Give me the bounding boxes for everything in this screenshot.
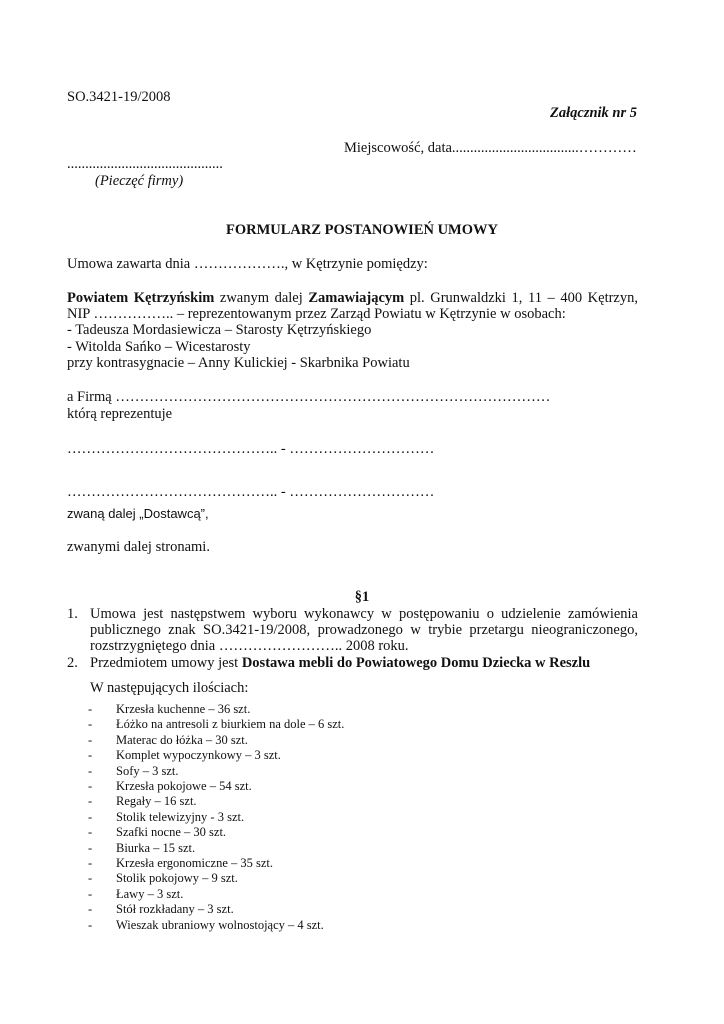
reference-number: SO.3421-19/2008 [67, 89, 171, 105]
paragraph-2-text [90, 655, 590, 672]
list-item [88, 779, 344, 794]
list-item-text: Ławy – 3 szt. [116, 886, 184, 901]
bullet-dash: - [88, 886, 93, 901]
list-item-text: Sofy – 3 szt. [116, 763, 179, 778]
list-item-text: Stolik telewizyjny - 3 szt. [116, 809, 245, 824]
list-item-text: Regały – 16 szt. [116, 794, 197, 809]
list-item [88, 887, 344, 902]
party2-represented-by: którą reprezentuje [67, 406, 173, 422]
list-item-text: Krzesła ergonomiczne – 35 szt. [116, 856, 274, 871]
list-item [88, 794, 344, 809]
list-item-text: Wieszak ubraniowy wolnostojący – 4 szt. [116, 917, 324, 932]
contract-intro: Umowa zawarta dnia ………………., w Kętrzynie pomiędzy: [67, 256, 428, 272]
list-item-text: Krzesła pokojowe – 54 szt. [116, 779, 252, 794]
list-item-text: Szafki nocne – 30 szt. [116, 825, 227, 840]
party2-firm-line: a Firmą ……………………………………………………………………………… [67, 389, 551, 405]
bullet-dash: - [88, 732, 93, 747]
list-item [88, 825, 344, 840]
bullet-dash: - [88, 871, 93, 886]
paragraph-2-number: 2. [67, 655, 78, 671]
list-item-text: Materac do łóżka – 30 szt. [116, 732, 248, 747]
paragraph-1-line-1: Umowa jest następstwem wyboru wykonawcy w postępowaniu o udzielenie zamówienia [90, 606, 638, 622]
bullet-dash: - [88, 763, 93, 778]
stamp-line: ........................................... [67, 156, 223, 172]
party1-name: Powiatem Kętrzyńskim [67, 290, 215, 306]
list-item [88, 748, 344, 763]
paragraph-1-line-3: rozstrzygniętego dnia …………………….. 2008 roku. [90, 638, 409, 654]
list-item-text: Łóżko na antresoli z biurkiem na dole – 6 szt. [116, 717, 345, 732]
bullet-dash: - [88, 825, 93, 840]
list-item [88, 810, 344, 825]
party1-address: pl. Grunwaldzki 1, 11 – 400 Kętrzyn, [404, 290, 638, 306]
paragraph-1-line-2: publicznego znak SO.3421-19/2008, prowadzonego w trybie przetargu nieograniczonego, [90, 622, 638, 638]
bullet-dash: - [88, 856, 93, 871]
list-item-text: Stolik pokojowy – 9 szt. [116, 871, 238, 886]
stamp-label: (Pieczęć firmy) [95, 173, 184, 189]
parties-called: zwanymi dalej stronami. [67, 539, 210, 555]
party1-representative-2: - Witolda Sańko – Wicestarosty [67, 339, 251, 355]
list-item [88, 918, 344, 933]
party1-countersign: przy kontrasygnacie – Anny Kulickiej - Skarbnika Powiatu [67, 355, 410, 371]
party2-rep-line-2: …………………………………….. - ………………………… [67, 484, 435, 500]
place-date-field: Miejscowość, data...................................………… [344, 140, 637, 156]
party1-role: Zamawiającym [308, 290, 405, 306]
list-item-text: Komplet wypoczynkowy – 3 szt. [116, 748, 281, 763]
bullet-dash: - [88, 702, 93, 716]
section-heading: §1 [354, 589, 370, 605]
paragraph-1-number: 1. [67, 606, 78, 622]
paragraph-2-lead: Przedmiotem umowy jest [90, 655, 242, 671]
attachment-label: Załącznik nr 5 [550, 105, 638, 121]
list-item [88, 871, 344, 886]
bullet-dash: - [88, 917, 93, 932]
party2-called: zwaną dalej „Dostawcą”, [67, 506, 209, 521]
party2-rep-line-1: …………………………………….. - ………………………… [67, 441, 435, 457]
party1-representative-1: - Tadeusza Mordasiewicza – Starosty Kętrzyńskiego [67, 322, 372, 338]
list-item-text: Stół rozkładany – 3 szt. [116, 902, 234, 917]
list-item [88, 841, 344, 856]
bullet-dash: - [88, 902, 93, 917]
bullet-dash: - [88, 779, 93, 794]
party1-nip-line: NIP …………….. – reprezentowanym przez Zarząd Powiatu w Kętrzynie w osobach: [67, 306, 566, 322]
list-item [88, 733, 344, 748]
bullet-dash: - [88, 748, 93, 763]
paragraph-2-subject: Dostawa mebli do Powiatowego Domu Dziecka w Reszlu [241, 655, 591, 671]
items-list [88, 702, 344, 933]
list-item [88, 702, 344, 717]
party1-called: zwanym dalej [214, 290, 309, 306]
party1-line1 [67, 290, 638, 307]
bullet-dash: - [88, 717, 93, 732]
list-item-text: Biurka – 15 szt. [116, 840, 196, 855]
list-item-text: Krzesła kuchenne – 36 szt. [116, 702, 251, 716]
list-item [88, 856, 344, 871]
quantities-intro: W następujących ilościach: [90, 680, 249, 696]
list-item [88, 764, 344, 779]
bullet-dash: - [88, 794, 93, 809]
list-item [88, 902, 344, 917]
bullet-dash: - [88, 809, 93, 824]
bullet-dash: - [88, 840, 93, 855]
document-title: FORMULARZ POSTANOWIEŃ UMOWY [225, 222, 498, 238]
list-item [88, 717, 344, 732]
